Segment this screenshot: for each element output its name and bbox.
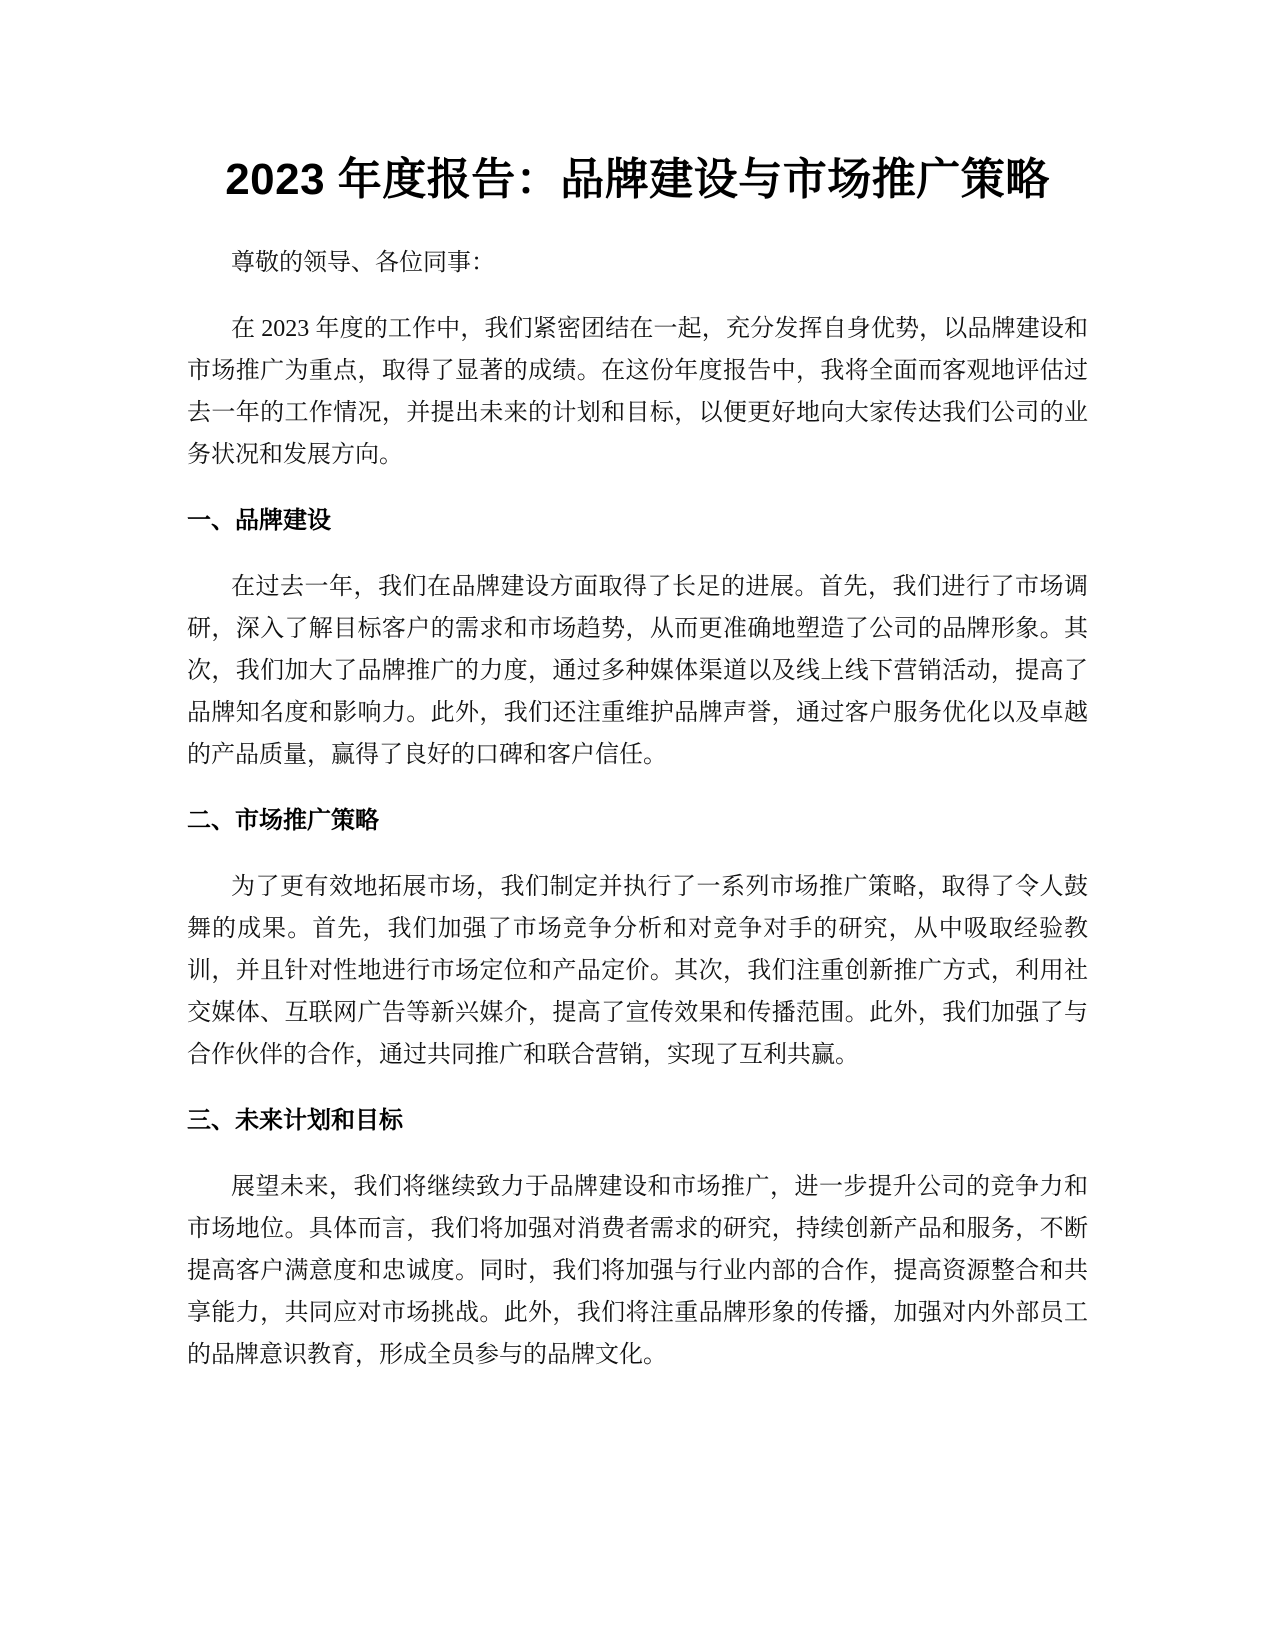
intro-paragraph: 在 2023 年度的工作中，我们紧密团结在一起，充分发挥自身优势，以品牌建设和市场推广为重点，取得了显著的成绩。在这份年度报告中，我将全面而客观地评估过去一年的工作情况，并提出未来的计划和目标，以便更好地向大家传达我们公司的业务状况和发展方向。 — [187, 316, 1088, 468]
section-body-brand: 在过去一年，我们在品牌建设方面取得了长足的进展。首先，我们进行了市场调研，深入了解目标客户的需求和市场趋势，从而更准确地塑造了公司的品牌形象。其次，我们加大了品牌推广的力度，通过多种媒体渠道以及线上线下营销活动，提高了品牌知名度和影响力。此外，我们还注重维护品牌声誉，通过客户服务优化以及卓越的产品质量，赢得了良好的口碑和客户信任。 — [187, 574, 1088, 768]
section-body-marketing: 为了更有效地拓展市场，我们制定并执行了一系列市场推广策略，取得了令人鼓舞的成果。首先，我们加强了市场竞争分析和对竞争对手的研究，从中吸取经验教训，并且针对性地进行市场定位和产品定价。其次，我们注重创新推广方式，利用社交媒体、互联网广告等新兴媒介，提高了宣传效果和传播范围。此外，我们加强了与合作伙伴的合作，通过共同推广和联合营销，实现了互利共赢。 — [187, 874, 1088, 1068]
document-title: 2023 年度报告：品牌建设与市场推广策略 — [225, 155, 1050, 204]
section-body-future: 展望未来，我们将继续致力于品牌建设和市场推广，进一步提升公司的竞争力和市场地位。具体而言，我们将加强对消费者需求的研究，持续创新产品和服务，不断提高客户满意度和忠诚度。同时，我们将加强与行业内部的合作，提高资源整合和共享能力，共同应对市场挑战。此外，我们将注重品牌形象的传播，加强对内外部员工的品牌意识教育，形成全员参与的品牌文化。 — [187, 1174, 1088, 1368]
section-heading-marketing: 二、市场推广策略 — [187, 807, 379, 834]
salutation: 尊敬的领导、各位同事： — [231, 250, 495, 276]
section-heading-brand: 一、品牌建设 — [187, 507, 331, 534]
document-body — [187, 242, 1088, 1400]
section-heading-future: 三、未来计划和目标 — [187, 1107, 403, 1134]
